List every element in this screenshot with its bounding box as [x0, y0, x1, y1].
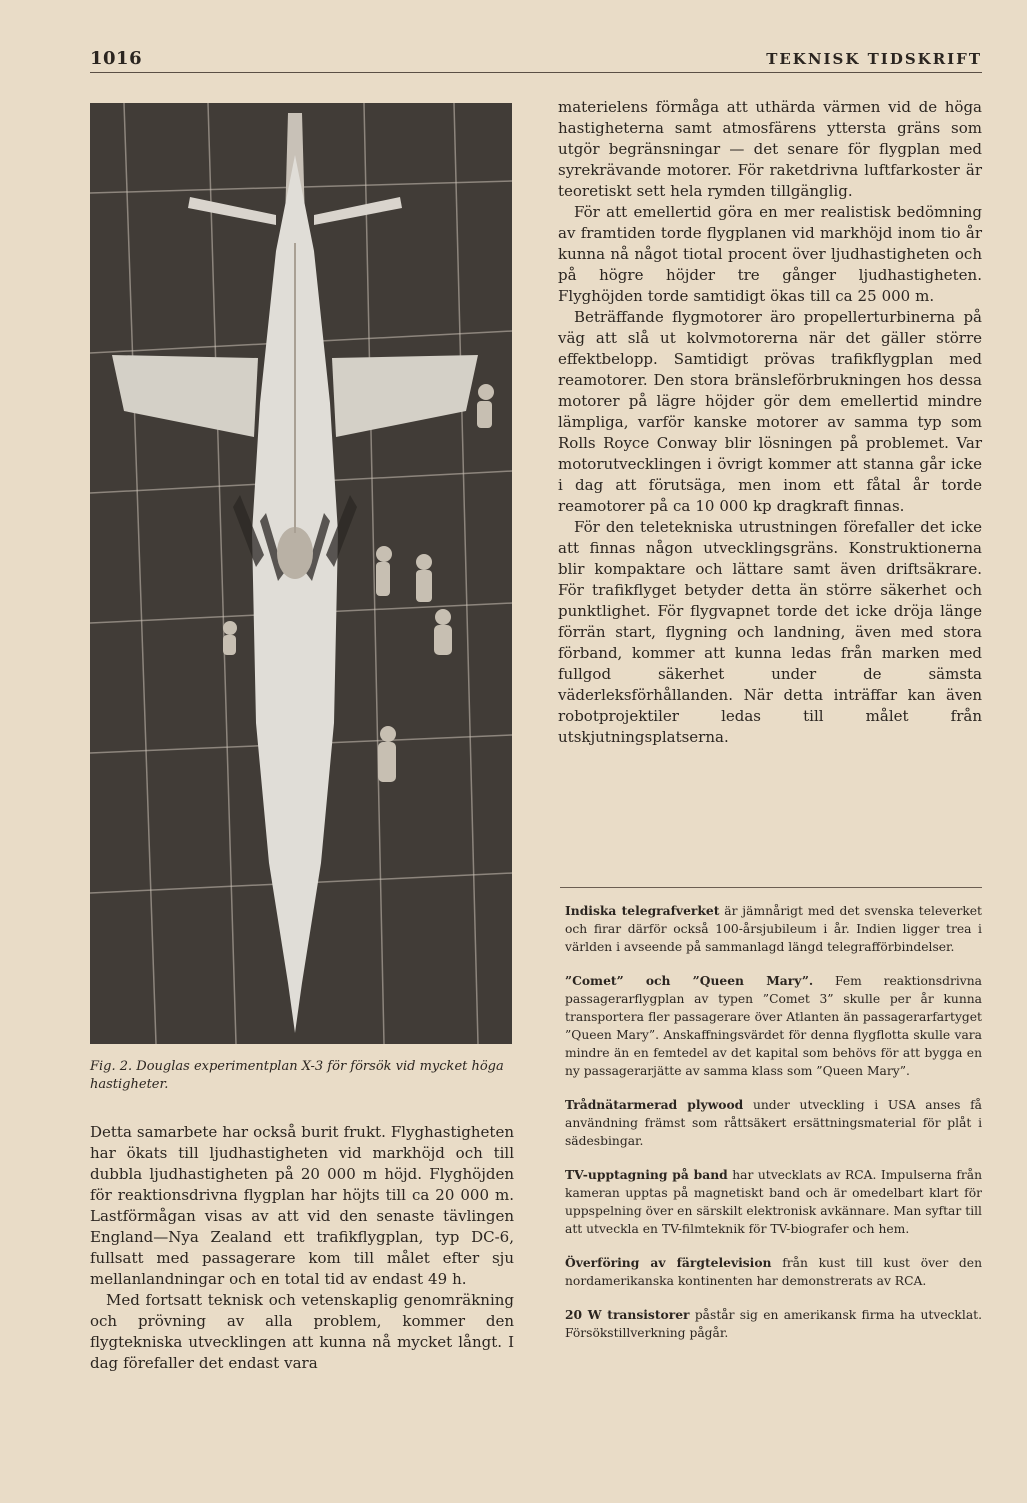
note-lead: TV-upptagning på band — [565, 1167, 728, 1182]
left-paragraph-1: Detta samarbete har också burit frukt. Flyghastigheten har ökats till ljudhastigheten vid markhöjd och till dubbla ljudhastigheten på 20 000 m höjd. Flyghöjden för reaktionsdrivna flygplan har höjts till ca 20 000 m. Lastförmågan visas av att vid den senaste tävlingen England—Nya Zealand ett trafikflygplan, typ DC-6, fullsatt med passagerare kom till målet efter sju mellanlandningar och en total tid av endast 49 h. — [90, 1123, 514, 1288]
note-item — [565, 972, 982, 1080]
left-paragraph-2: Med fortsatt teknisk och vetenskaplig genomräkning och prövning av alla problem, kommer den flygtekniska utvecklingen att kunna nå mycket långt. I dag förefaller det endast vara — [90, 1291, 514, 1372]
page-header — [90, 48, 982, 73]
aircraft-photo-graphic — [90, 103, 512, 1044]
note-lead: ”Comet” och ”Queen Mary”. — [565, 973, 814, 988]
note-text: är jämnårigt med det svenska televerket och firar därför också 100-årsjubileum i år. Indien ligger trea i världen i avseende på sammanlagd längd telegrafförbindelser. — [565, 904, 982, 954]
note-lead: Överföring av färgtelevision — [565, 1255, 772, 1270]
page-number: 1016 — [90, 48, 143, 69]
note-item — [565, 1166, 982, 1238]
right-paragraph-3: Beträffande flygmotorer äro propellerturbinerna på väg att slå ut kolvmotorerna när det gäller större effektbelopp. Samtidigt prövas trafikflygplan med reamotorer. Den stora bränsleförbrukningen hos dessa motorer på lägre höjder gör dem emellertid mindre lämpliga, varför kanske motorer av samma typ som Rolls Royce Conway blir lösningen på problemet. Var motorutvecklingen i övrigt kommer att stanna går icke i dag att förutsäga, men inom ett fåtal år torde reamotorer på ca 10 000 kp dragkraft finnas. — [558, 308, 982, 515]
note-text: från kust till kust över den nordamerikanska kontinenten har demonstrerats av RCA. — [565, 1256, 982, 1288]
note-text: har utvecklats av RCA. Impulserna från kameran upptas på magnetiskt band och är omedelbart klart för uppspelning över en särskilt elektronisk avkännare. Man syftar till att utveckla en TV-filmteknik för TV-biografer och hem. — [565, 1168, 982, 1236]
right-paragraph-1: materielens förmåga att uthärda värmen vid de höga hastigheterna samt atmosfärens yttersta gräns som utgör begränsningar — det senare för flygplan med syrekrävande motorer. För raketdrivna luftfarkoster är teoretiskt sett hela rymden tillgänglig. — [558, 98, 982, 200]
note-item — [565, 1254, 982, 1290]
note-item — [565, 1096, 982, 1150]
short-notes — [565, 902, 982, 1358]
note-text: under utveckling i USA anses få användning främst som råttsäkert ersättningsmaterial för plåt i sädesbingar. — [565, 1098, 982, 1148]
journal-title: TEKNISK TIDSKRIFT — [766, 50, 982, 68]
aircraft-photo — [90, 103, 512, 1044]
note-text: påstår sig en amerikansk firma ha utvecklat. Försökstillverkning pågår. — [565, 1308, 982, 1340]
note-item — [565, 1306, 982, 1342]
figure-caption: Fig. 2. Douglas experimentplan X-3 för försök vid mycket höga hastigheter. — [90, 1059, 504, 1092]
note-lead: Trådnätarmerad plywood — [565, 1097, 744, 1112]
right-paragraph-4: För den teletekniska utrustningen förefaller det icke att finnas någon utvecklingsgräns. Konstruktionerna blir kompaktare och lättare samt även driftsäkrare. För trafikflyget betyder detta än större säkerhet och punktlighet. För flygvapnet torde det icke dröja länge förrän start, flygning och landning, även med stora förband, kommer att kunna ledas från marken med fullgod säkerhet under de sämsta väderleksförhållanden. När detta inträffar kan även robotprojektiler ledas till målet från utskjutningsplatserna. — [558, 518, 982, 746]
notes-separator — [560, 887, 982, 888]
right-paragraph-2: För att emellertid göra en mer realistisk bedömning av framtiden torde flygplanen vid markhöjd inom tio år kunna nå något tiotal procent över ljudhastigheten och på högre höjder tre gånger ljudhastigheten. Flyghöjden torde samtidigt ökas till ca 25 000 m. — [558, 203, 982, 305]
right-column-text — [558, 97, 982, 748]
note-item — [565, 902, 982, 956]
left-column-text — [90, 1122, 514, 1374]
note-text: Fem reaktionsdrivna passagerarflygplan av typen ”Comet 3” skulle per år kunna transportera fler passagerare över Atlanten än passagerarfartyget ”Queen Mary”. Anskaffningsvärdet för denna flygflotta skulle vara mindre än en femtedel av det kapital som behövs för att bygga en ny passagerarjätte av samma klass som ”Queen Mary”. — [565, 974, 982, 1078]
note-lead: Indiska telegrafverket — [565, 903, 720, 918]
note-lead: 20 W transistorer — [565, 1307, 690, 1322]
